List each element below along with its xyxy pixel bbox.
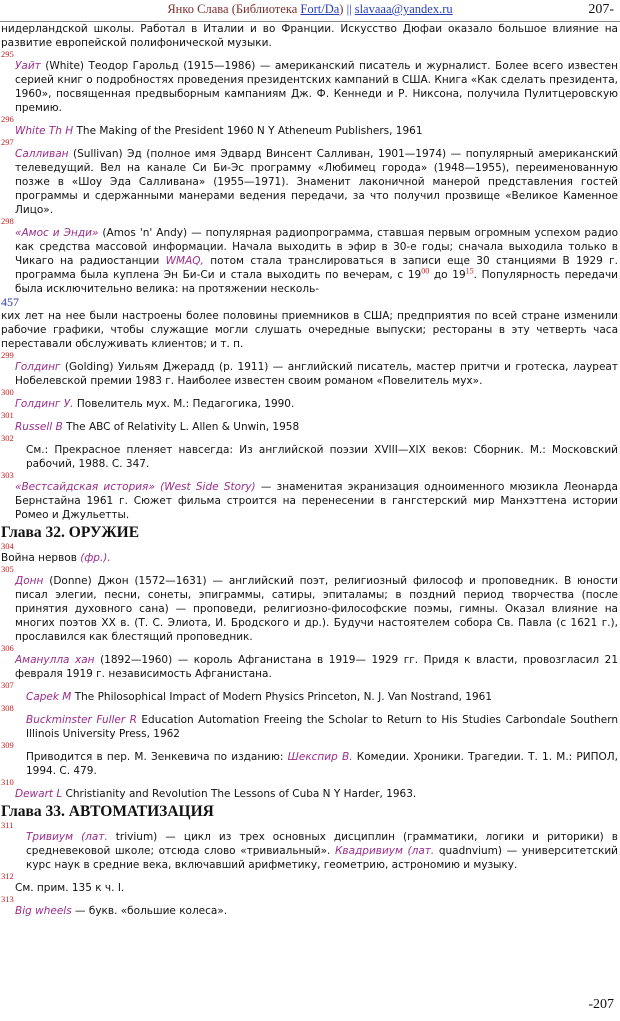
footnote-number: 308 (1, 703, 14, 713)
footnote-297: Салливан (Sullivan) Эд (полное имя Эдвард Винсент Салливан, 1901—1974) — популярный американский телеведущий. Вел на канале Си Би-Эс программу «Любимец города» (1948—1955), переименованную позже в «Шоу Эда Салливана» (1955—1971). Знаменит лаконичной манерой представления гостей программы и сдержанными манерами ведения передачи, за что получил прозвище «Великое Каменное Лицо». (15, 148, 618, 216)
footnote-number: 304 (1, 541, 14, 551)
footnote-311: Тривиум (лат. trivium) — цикл из трех основных дисциплин (грамматики, логики и риторики) в средневековой школе; отсюда слово «тривиальный». Квадривиум (лат. quadnvium) — университетский курс наук в средние века, включавший арифметику, геометрию, астрономию и музыку. (26, 831, 618, 871)
footnote-313: Big wheels — букв. «большие колеса». (15, 905, 228, 917)
footnote-number: 311 (1, 820, 14, 830)
footnote-number: 306 (1, 643, 14, 653)
footnote-number: 301 (1, 410, 14, 420)
footnote-number: 295 (1, 49, 14, 59)
footnote-295: Уайт (White) Теодор Гарольд (1915—1986) — американский писатель и журналист. Более всего известен серией книг о подробностях проведения президентских кампаний в США. Книга «Как сделать президента, 1960», посвященная предвыборным кампаниям Дж. Ф. Кеннеди и Р. Никсона, получила Пулитцеровскую премию. (15, 60, 618, 114)
page-content (1, 22, 618, 918)
footnote-304: Война нервов (фр.). (1, 552, 111, 564)
header-title: Янко Слава (Библиотека Fort/Da) || slavaaa@yandex.ru (167, 2, 453, 16)
footnote-302: См.: Прекрасное пленяет навсегда: Из английской поэзии XVIII—XIX веков: Сборник. М.: Московский рабочий, 1988. С. 347. (26, 444, 618, 470)
footnote-305: Донн (Donne) Джон (1572—1631) — английский поэт, религиозный философ и проповедник. В юности писал элегии, песни, сонеты, эпиграммы, сатиры, эпиталамы; в поздний период творчества (после принятия духовного сана) — проповеди, религиозно-философские поэмы, гимны. Оказал влияние на многих поэтов XX в. (Т. С. Элиота, И. Бродского и др.). Будучи настоятелем собора Св. Павла (с 1621 г.), прославился как блестящий проповедник. (15, 575, 618, 643)
footnote-312: См. прим. 135 к ч. I. (15, 882, 125, 894)
footnote-301: Russell B The ABC of Relativity L. Allen & Unwin, 1958 (15, 421, 300, 433)
footnote-309: Приводится в пер. М. Зенкевича по изданию: Шекспир В. Комедии. Хроники. Трагедии. Т. 1. М.: РИПОЛ, 1994. С. 479. (26, 751, 618, 777)
footnote-number: 299 (1, 350, 14, 360)
footnote-number: 310 (1, 777, 14, 787)
footnote-298: «Амос и Энди» (Amos 'n' Andy) — популярная радиопрограмма, ставшая первым огромным успехом радио как средства массовой информации. Начала выходить в эфир в 30-е годы; сначала выходила только в Чикаго на радиостанции WMAQ, потом стала транслироваться в записи еще 30 станциями В 1929 г. программа была куплена Эн Би-Си и стала выходить по вечерам, с $19^{00}$ до $19^{15}$. Популярность передачи была исключительно велика: на протяжении несколь- (15, 227, 618, 295)
footnote-number: 303 (1, 470, 14, 480)
chapter-33-heading: Глава 33. АВТОМАТИЗАЦИЯ (1, 803, 214, 820)
page-header (0, 2, 620, 20)
page-number-top: 207- (588, 2, 614, 17)
footnote-298-continued: ких лет на нее были настроены более половины приемников в США; предприятия по всей стране изменили рабочие графики, чтобы служащие могли слушать очередные выпуски; рестораны в эту четверть часа переставали обслуживать клиентов; и т. п. (1, 310, 618, 350)
intro-paragraph: нидерландской школы. Работал в Италии и во Франции. Искусство Дюфаи оказало большое влияние на развитие европейской полифонической музыки. (1, 23, 618, 49)
footnote-number: 312 (1, 871, 14, 881)
footnote-303: «Вестсайдская история» (West Side Story) — знаменитая экранизация одноименного мюзикла Леонарда Бернстайна 1961 г. Сюжет фильма строится на перенесении в гангстерский мир Манхэттена истории Ромео и Джульетты. (15, 481, 618, 521)
chapter-32-heading: Глава 32. ОРУЖИЕ (1, 524, 140, 541)
footnote-number: 309 (1, 740, 14, 750)
footnote-307: Capek M The Philosophical Impact of Modern Physics Princeton, N. J. Van Nostrand, 1961 (26, 691, 493, 703)
footnote-number: 302 (1, 433, 14, 443)
library-link[interactable]: Fort/Da (300, 2, 340, 16)
footnote-number: 296 (1, 114, 14, 124)
footnote-number: 298 (1, 216, 14, 226)
footnote-number: 300 (1, 387, 14, 397)
footnote-299: Голдинг (Golding) Уильям Джерадд (р. 1911) — английский писатель, мастер притчи и гротеска, лауреат Нобелевской премии 1983 г. Наиболее известен своим романом «Повелитель мух». (15, 361, 618, 387)
email-link[interactable]: slavaaa@yandex.ru (354, 2, 453, 16)
footnote-number: 313 (1, 894, 14, 904)
footnote-296: White Th H The Making of the President 1960 N Y Atheneum Publishers, 1961 (15, 125, 423, 137)
footnote-308: Buckminster Fuller R Education Automation Freeing the Scholar to Return to His Studies Carbondale Southern Illinois University Press, 1962 (26, 714, 619, 740)
footnote-310: Dewart L Christianity and Revolution The Lessons of Cuba N Y Harder, 1963. (15, 788, 417, 800)
footnote-306: Аманулла хан (1892—1960) — король Афганистана в 1919— 1929 гг. Придя к власти, провозгласил 21 февраля 1919 г. независимость Афганистана. (15, 654, 619, 680)
header-author: Янко Слава (167, 2, 229, 16)
footnote-number: 305 (1, 564, 14, 574)
page-number-bottom: -207 (588, 997, 614, 1012)
source-page-number: 457 (1, 295, 19, 309)
footnote-number: 297 (1, 137, 14, 147)
footnote-300: Голдинг У. Повелитель мух. М.: Педагогика, 1990. (15, 398, 295, 410)
footnote-number: 307 (1, 680, 14, 690)
